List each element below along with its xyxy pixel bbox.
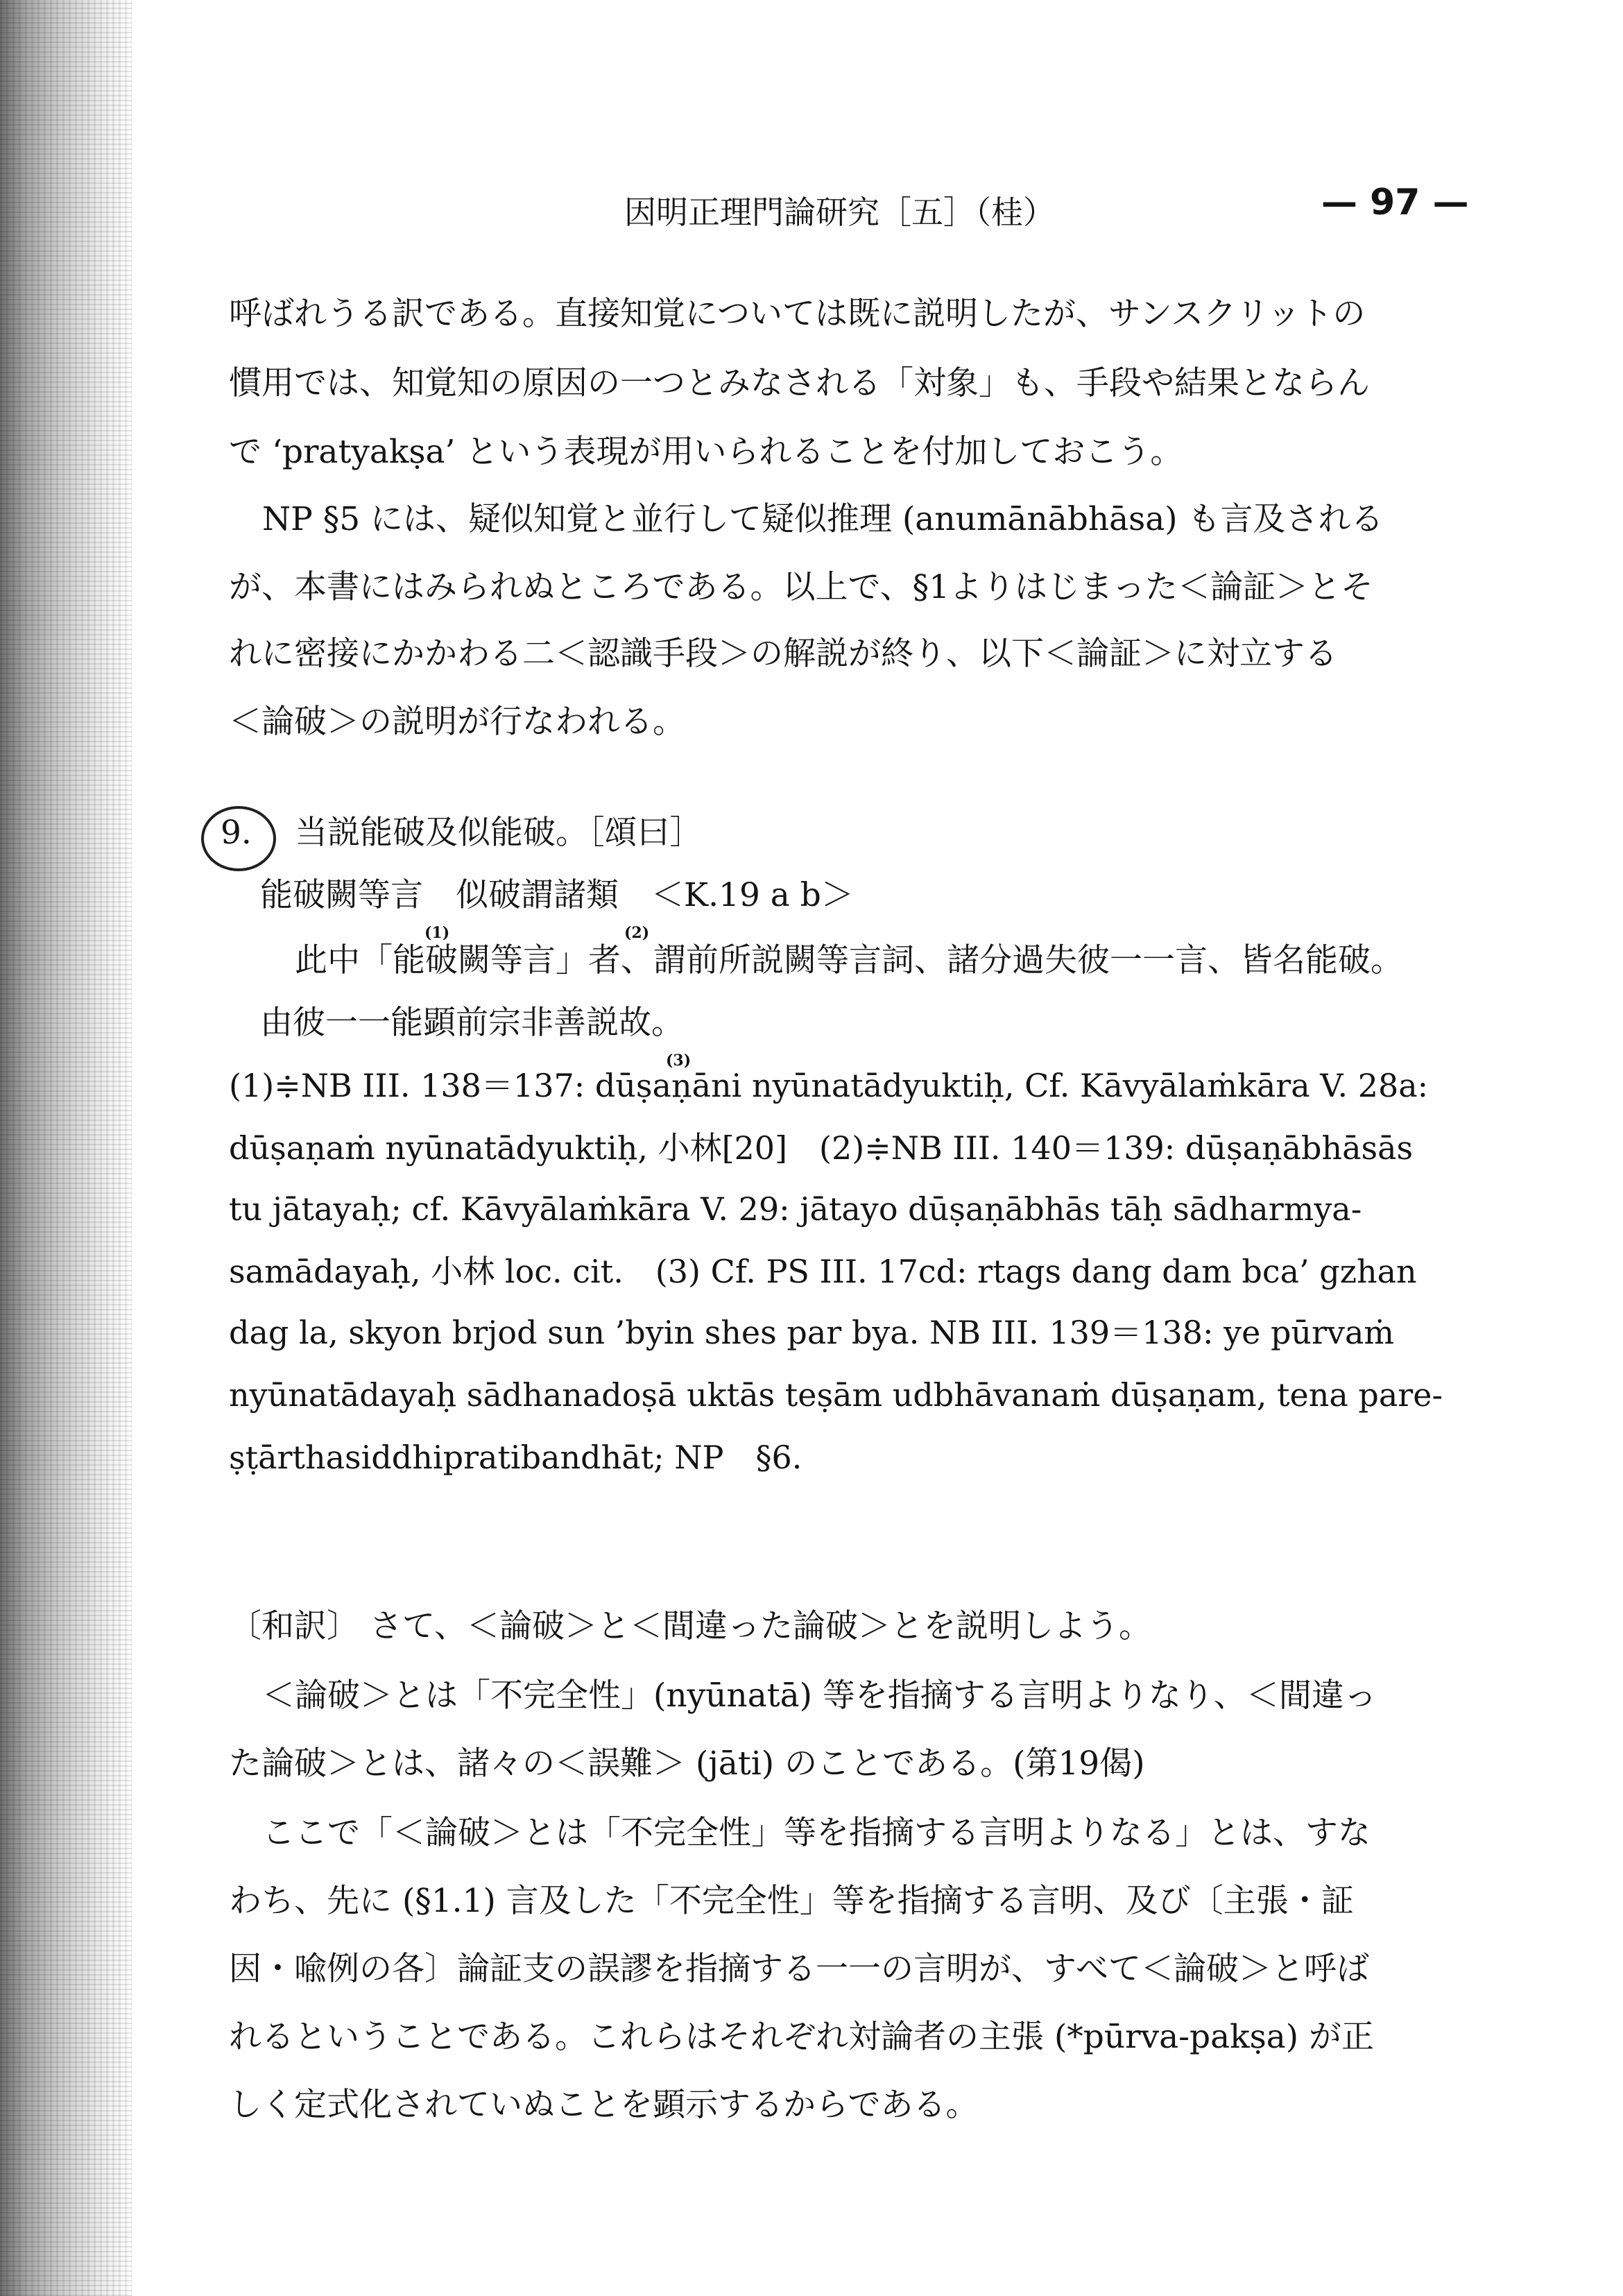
footnote-line-2: dūṣaṇaṁ nyūnatādyuktiḥ, 小林[20] (2)≑NB III. 140＝139: dūṣaṇābhāsās [229,1129,1414,1167]
running-title: 因明正理門論研究［五］（桂） [624,194,1055,231]
commentary-line-1: 此中「能破闕等言」者、謂前所説闕等言詞、諸分過失彼一一言、皆名能破。 [295,941,1403,979]
footnote-line-1: (1)≑NB III. 138＝137: dūṣaṇāni nyūnatādyuktiḥ, Cf. Kāvyālaṁkāra V. 28a: [229,1067,1429,1104]
para1-line-2: 慣用では、知覚知の原因の一つとみなされる「対象」も、手段や結果とならん [229,364,1370,402]
footnote-line-4: samādayaḥ, 小林 loc. cit. (3) Cf. PS III. 17cd: rtags dang dam bca’ gzhan [229,1253,1417,1290]
scan-edge-noise [0,0,132,2296]
footnote-line-3: tu jātayaḥ; cf. Kāvyālaṁkāra V. 29: jātayo dūṣaṇābhās tāḥ sādharmya- [229,1190,1362,1228]
translation-line-5: わち、先に (§1.1) 言及した「不完全性」等を指摘する言明、及び〔主張・証 [229,1882,1354,1920]
section-intro: 当説能破及似能破。［頌曰］ [295,814,703,852]
translation-line-2: ＜論破＞とは「不完全性」(nyūnatā) 等を指摘する言明よりなり、＜間違っ [262,1677,1377,1715]
para1-line-1: 呼ばれうる訳である。直接知覚については既に説明したが、サンスクリットの [229,295,1366,333]
footnote-line-7: ṣṭārthasiddhipratibandhāt; NP §6. [229,1439,802,1476]
translation-line-8: しく定式化されていぬことを顕示するからである。 [229,2086,979,2124]
page-number: — 97 — [1321,182,1469,223]
para2-line-1: NP §5 には、疑似知覚と並行して疑似推理 (anumānābhāsa) も言及される [262,500,1384,538]
translation-line-6: 因・喩例の各〕論証支の誤謬を指摘する一一の言明が、すべて＜論破＞と呼ば [229,1950,1370,1988]
footnote-line-5: dag la, skyon brjod sun ’byin shes par bya. NB III. 139＝138: ye pūrvaṁ [229,1314,1395,1351]
section-number: 9. [221,814,252,852]
translation-line-4: ここで「＜論破＞とは「不完全性」等を指摘する言明よりなる」とは、すな [262,1814,1371,1852]
commentary-line-2: 由彼一一能顕前宗非善説故。 [260,1004,684,1042]
para1-line-3: で ‘pratyakṣa’ という表現が用いられることを付加しておこう。 [229,433,1183,471]
para2-line-4: ＜論破＞の説明が行なわれる。 [229,703,685,741]
translation-line-7: れるということである。これらはそれぞれ対論者の主張 (*pūrva-pakṣa) が正 [229,2018,1375,2056]
para2-line-3: れに密接にかかわる二＜認識手段＞の解説が終り、以下＜論証＞に対立する [229,635,1337,673]
footnote-marker-3: (3) [666,1052,692,1070]
page-header [0,182,1623,237]
footnote-marker-2: (2) [624,924,650,942]
footnote-line-6: nyūnatādayaḥ sādhanadoṣā uktās teṣām udbhāvanaṁ dūṣaṇam, tena pare- [229,1376,1443,1414]
translation-line-3: た論破＞とは、諸々の＜誤難＞ (jāti) のことである。(第19偈) [229,1745,1145,1783]
verse-line: 能破闕等言 似破謂諸類 ＜K.19 a b＞ [260,876,854,914]
footnote-marker-1: (1) [424,924,450,942]
translation-line-1: 〔和訳〕 さて、＜論破＞と＜間違った論破＞とを説明しよう。 [229,1607,1151,1645]
para2-line-2: が、本書にはみられぬところである。以上で、§1よりはじまった＜論証＞とそ [229,568,1373,606]
